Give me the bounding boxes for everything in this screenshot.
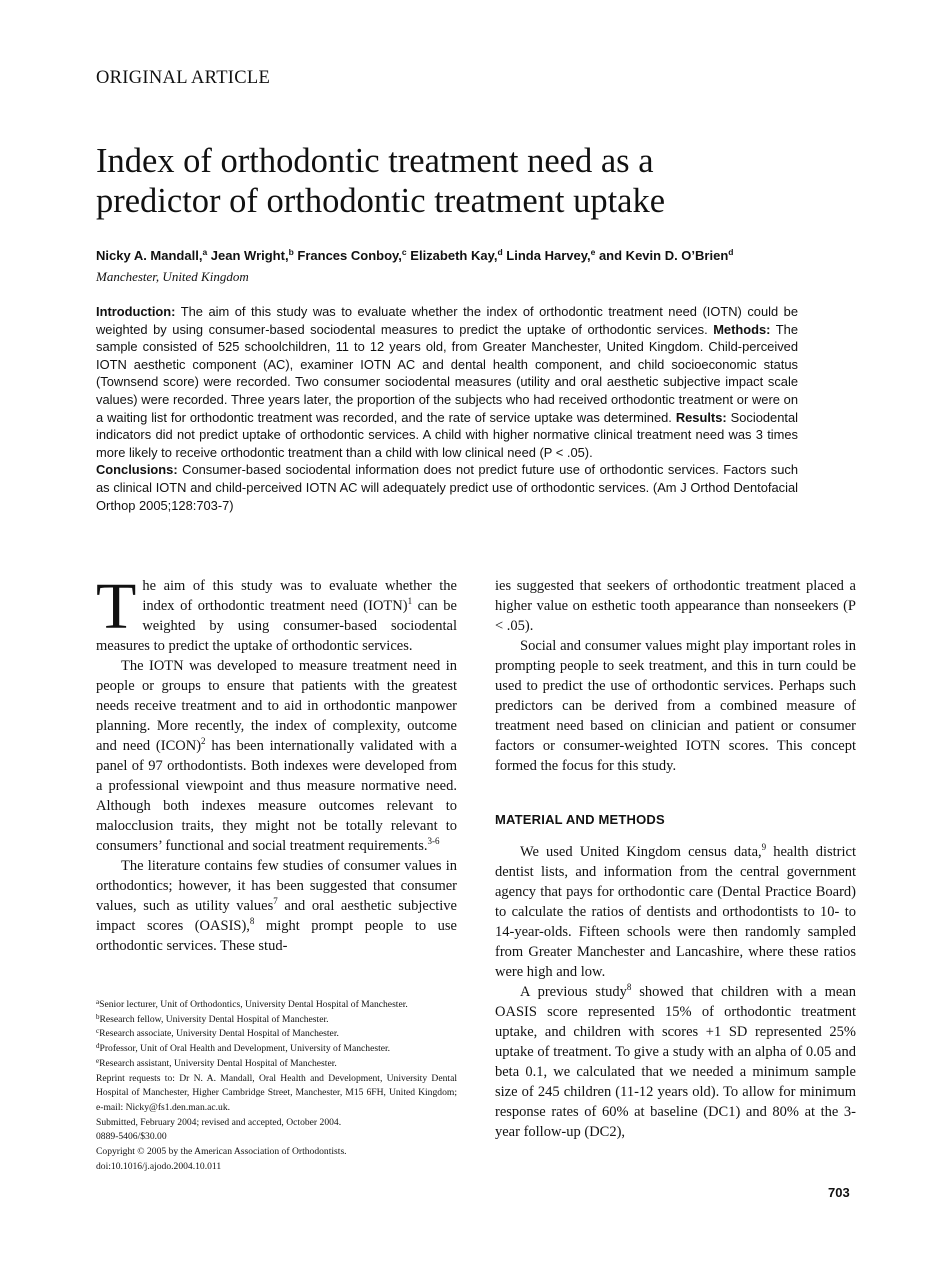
footnote [96,1013,457,1028]
footnote [96,1027,457,1042]
citation-ref: 8 [626,982,632,992]
abstract-paragraph [96,303,798,514]
citation-ref: 8 [249,916,255,926]
body-paragraph: Social and consumer values might play important roles in prompting people to seek treatment, and this in turn could be used to predict the use of orthodontic services. Perhaps such predictors can be derived from a combined measure of treatment need based on clinician and patient or consumer factors or consumer-weighted IOTN scores. This concept formed the focus for this study. [495,638,856,774]
body-paragraph [96,656,457,856]
body-column-right [495,576,856,1142]
abstract-methods-text: The sample consisted of 525 schoolchildren, 11 to 12 years old, from Greater Manchester, United Kingdom. Child-perceived IOTN aesthetic component (AC), examiner IOTN AC and dental health component, and child socioeconomic status (Townsend score) were recorded. Two consumer sociodental measures (utility and oral aesthetic subjective impact scale values) were recorded. Three years later, the proportion of the subjects who had received orthodontic treatment or were on a waiting list for orthodontic treatment was recorded, and the rate of service uptake was determined. [96,321,798,425]
author-affiliation-mark: e [590,247,596,257]
author-name: Linda Harvey, [506,248,591,263]
author-affiliation-mark: d [728,247,734,257]
footnote-text: Research associate, University Dental Hospital of Manchester. [99,1028,339,1040]
body-text: and oral aesthetic subjective impact scores (OASIS), [96,898,457,934]
copyright-notice: Copyright © 2005 by the American Association of Orthodontists. [96,1146,347,1158]
citation-ref: 7 [273,896,278,906]
footnote-text: Research assistant, University Dental Hospital of Manchester. [99,1057,337,1069]
page-number: 703 [828,1185,850,1200]
section-label: ORIGINAL ARTICLE [96,68,271,88]
footnote [96,1042,457,1057]
submission-dates: Submitted, February 2004; revised and accepted, October 2004. [96,1116,342,1128]
author-affiliation-mark: c [401,247,407,257]
body-column-left [96,570,457,956]
abstract-intro-label: Introduction: [96,304,176,319]
footnotes [96,998,457,1174]
abstract-conclusions-text: Consumer-based sociodental information does not predict future use of orthodontic services. Factors such as clinical IOTN and child-perceived IOTN AC will adequately predict use of orthodontic services. (Am J Orthod Dentofacial Orthop 2005;128:703-7) [96,462,798,513]
abstract-results-text: Sociodental indicators did not predict uptake of orthodontic services. A child with higher normative clinical treatment need was 3 times more likely to receive orthodontic treatment than a child with low clinical need (P < .05). [96,409,798,460]
body-paragraph [495,842,856,982]
body-text: We used United Kingdom census data, [520,844,762,860]
title-line-1: Index of orthodontic treatment need as a [96,142,654,180]
citation-ref: 2 [201,736,206,746]
footnote-mark: b [96,1012,100,1021]
footnote [96,998,457,1013]
drop-cap: T [96,570,137,643]
body-text: The literature contains few studies of consumer values in orthodontics; however, it has been suggested that consumer values, such as utility values [96,858,457,914]
body-text: might prompt people to use orthodontic services. These stud- [96,918,457,954]
body-text: A previous study [520,984,627,1000]
footnote-mark: e [96,1056,100,1065]
reprint-requests: Reprint requests to: Dr N. A. Mandall, Oral Health and Development, University Dental Hospital of Manchester, Higher Cambridge Street, Manchester, M15 6FH, United Kingdom; e-mail: Nicky@fs1.den.man.ac.uk. [96,1072,457,1113]
abstract-intro-text: The aim of this study was to evaluate whether the index of orthodontic treatment need (IOTN) could be weighted by using consumer-based sociodental measures to predict the uptake of orthodontic services. [96,304,798,337]
author-affiliation-mark: d [497,247,503,257]
footnote [96,1057,457,1072]
title-line-2: predictor of orthodontic treatment uptake [96,182,666,220]
body-paragraph [96,856,457,956]
body-text: showed that children with a mean OASIS score represented 15% of orthodontic treatment uptake, and children with scores +1 SD represented 25% uptake of treatment. To give a study with an alpha of 0.05 and beta 0.1, we calculated that we needed a minimum sample size of 245 children (11-12 years old). To allow for minimum response rates of 60% at baseline (DC1) and 80% at the 3-year follow-up (DC2), [495,984,856,1140]
body-paragraph: ies suggested that seekers of orthodontic treatment placed a higher value on esthetic tooth appearance than nonseekers (P < .05). [495,578,856,634]
author-affiliation-mark: a [202,247,208,257]
citation-ref: 3-6 [427,836,440,846]
body-paragraph [96,570,457,656]
section-heading: MATERIAL AND METHODS [495,812,665,827]
abstract-methods-label: Methods: [713,321,771,337]
body-text: has been internationally validated with a panel of 97 orthodontists. Both indexes were developed from a professional viewpoint and thus measure normative need. Although both indexes measure outcomes relevant to malocclusion traits, they might not be totally relevant to consumers’ functional and social treatment requirements. [96,738,457,854]
doi: doi:10.1016/j.ajodo.2004.10.011 [96,1160,222,1172]
body-text: health district dentist lists, and information from the central government agency that pays for orthodontic care (Dental Practice Board) to calculate the ratios of dentists and orthodontists to 10- to 14-year-olds. Fifteen schools were then randomly sampled from Greater Manchester and Lancashire, where these ratios were high and low. [495,844,857,980]
author-name: Nicky A. Mandall, [96,248,203,263]
author-affiliation-mark: b [288,247,294,257]
article-title [96,141,856,221]
abstract-results-label: Results: [675,409,727,425]
body-text: can be weighted by using consumer-based sociodental measures to predict the uptake of orthodontic services. [96,598,457,654]
author-affiliation: Manchester, United Kingdom [96,269,249,284]
footnote-text: Professor, Unit of Oral Health and Development, University of Manchester. [99,1043,391,1055]
footnote-mark: a [96,998,100,1006]
footnote-text: Senior lecturer, Unit of Orthodontics, University Dental Hospital of Manchester. [99,999,408,1010]
footnote-mark: d [96,1042,100,1051]
citation-ref: 1 [407,596,413,606]
issn-price: 0889-5406/$30.00 [96,1131,167,1143]
abstract-conclusions-label: Conclusions: [96,462,178,478]
author-name: Jean Wright, [210,248,289,263]
author-name: Frances Conboy, [297,248,402,263]
body-text: The IOTN was developed to measure treatment need in people or groups to ensure that patients with the greatest needs receive treatment and to aid in orthodontic manpower planning. More recently, the index of complexity, outcome and need (ICON) [96,658,457,754]
author-name: Elizabeth Kay, [410,248,498,263]
body-paragraph [495,982,856,1142]
body-text: he aim of this study was to evaluate whether the index of orthodontic treatment need (IOTN) [142,578,457,614]
author-name: and Kevin D. O’Brien [598,248,729,263]
citation-ref: 9 [761,842,767,852]
author-list [96,248,733,263]
footnote-mark: c [96,1027,100,1036]
footnote-text: Research fellow, University Dental Hospital of Manchester. [99,1013,329,1025]
abstract [96,303,798,514]
